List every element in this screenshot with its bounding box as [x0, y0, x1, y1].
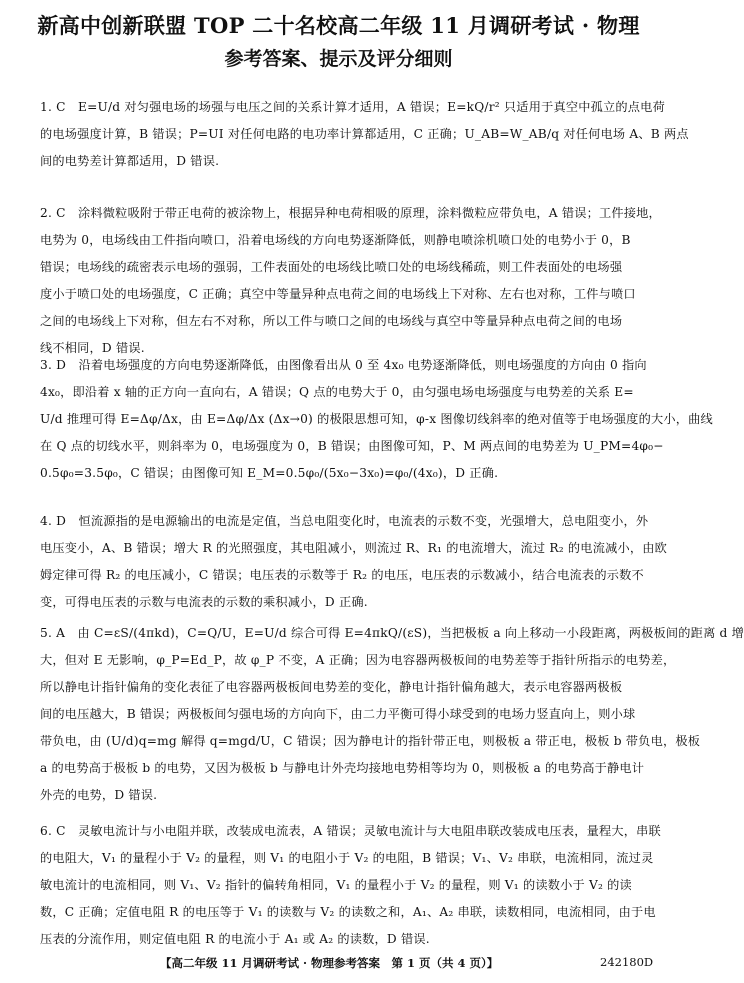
answer-line: 电压变小，A、B 错误；增大 R 的光照强度，其电阻减小，则流过 R、R₁ 的电流增大，流过 R₂ 的电流减小，由欧	[40, 541, 668, 555]
answer-line: 5. A 由 C=εS/(4πkd)，C=Q/U，E=U/d 综合可得 E=4πkQ/(εS)，当把极板 a 向上移动一小段距离，两极板间的距离 d 增	[40, 626, 744, 640]
answer-6	[40, 818, 662, 953]
answer-2	[40, 200, 662, 362]
answer-line: 之间的电场线上下对称，但左右不对称，所以工件与喷口之间的电场线与真空中等量异种点电荷之间的电场	[40, 314, 623, 328]
answer-line: 0.5φ₀=3.5φ₀，C 错误；由图像可知 E_M=0.5φ₀/(5x₀−3x₀)=φ₀/(4x₀)，D 正确.	[40, 466, 499, 480]
answer-4	[40, 508, 668, 616]
answer-line: 间的电压越大，B 错误；两极板间匀强电场的方向向下，由二力平衡可得小球受到的电场力竖直向上，则小球	[40, 707, 636, 721]
answer-line: U/d 推理可得 E=Δφ/Δx，由 E=Δφ/Δx (Δx→0) 的极限思想可知，φ-x 图像切线斜率的绝对值等于电场强度的大小，曲线	[40, 412, 713, 426]
answer-line: 4x₀，即沿着 x 轴的正方向一直向右，A 错误；Q 点的电势大于 0，由匀强电场电场强度与电势差的关系 E=	[40, 385, 634, 399]
answer-line: 带负电，由 (U/d)q=mg 解得 q=mgd/U，C 错误；因为静电计的指针带正电，则极板 a 带正电，极板 b 带负电，极板	[40, 734, 701, 748]
answer-line: 所以静电计指针偏角的变化表征了电容器两极板间电势差的变化，静电计指针偏角越大，表示电容器两极板	[40, 680, 623, 694]
answer-line: 敏电流计的电流相同，则 V₁、V₂ 指针的偏转角相同，V₁ 的量程小于 V₂ 的量程，则 V₁ 的读数小于 V₂ 的读	[40, 878, 632, 892]
answer-line: a 的电势高于极板 b 的电势，又因为极板 b 与静电计外壳均接地电势相等均为 0，则极板 a 的电势高于静电计	[40, 761, 645, 775]
answer-line: 在 Q 点的切线水平，则斜率为 0，电场强度为 0，B 错误；由图像可知，P、M 两点间的电势差为 U_PM=4φ₀−	[40, 439, 664, 453]
answer-line: 电势为 0，电场线由工件指向喷口，沿着电场线的方向电势逐渐降低，则静电喷涂机喷口处的电势小于 0，B	[40, 233, 631, 247]
answer-line: 外壳的电势，D 错误.	[40, 788, 158, 802]
answer-line: 1. C E=U/d 对匀强电场的场强与电压之间的关系计算才适用，A 错误；E=kQ/r² 只适用于真空中孤立的点电荷	[40, 100, 665, 114]
answer-line: 线不相同，D 错误.	[40, 341, 145, 355]
answer-1	[40, 94, 689, 175]
footer-code: 242180D	[600, 955, 654, 969]
answer-line: 压表的分流作用，则定值电阻 R 的电流小于 A₁ 或 A₂ 的读数，D 错误.	[40, 932, 430, 946]
answer-line: 大，但对 E 无影响，φ_P=Ed_P，故 φ_P 不变，A 正确；因为电容器两极板间的电势差等于指针所指示的电势差，	[40, 653, 676, 667]
footer-page-info: 【高二年级 11 月调研考试 · 物理参考答案 第 1 页（共 4 页）】	[160, 956, 499, 970]
answer-3	[40, 352, 713, 487]
answer-line: 2. C 涂料微粒吸附于带正电荷的被涂物上，根据异种电荷相吸的原理，涂料微粒应带负电，A 错误；工件接地，	[40, 206, 661, 220]
page-subtitle: 参考答案、提示及评分细则	[224, 48, 453, 70]
answer-line: 间的电势差计算都适用，D 错误.	[40, 154, 220, 168]
answer-line: 错误；电场线的疏密表示电场的强弱，工件表面处的电场线比喷口处的电场线稀疏，则工件表面处的电场强	[40, 260, 623, 274]
answer-5	[40, 620, 744, 809]
answer-line: 6. C 灵敏电流计与小电阻并联，改装成电流表，A 错误；灵敏电流计与大电阻串联改装成电压表，量程大，串联	[40, 824, 661, 838]
answer-line: 度小于喷口处的电场强度，C 正确；真空中等量异种点电荷之间的电场线上下对称、左右也对称，工件与喷口	[40, 287, 636, 301]
answer-line: 的电场强度计算，B 错误；P=UI 对任何电路的电功率计算都适用，C 正确；U_AB=W_AB/q 对任何电场 A、B 两点	[40, 127, 689, 141]
answer-line: 的电阻大，V₁ 的量程小于 V₂ 的量程，则 V₁ 的电阻小于 V₂ 的电阻，B 错误；V₁、V₂ 串联，电流相同，流过灵	[40, 851, 654, 865]
answer-line: 3. D 沿着电场强度的方向电势逐渐降低，由图像看出从 0 至 4x₀ 电势逐渐降低，则电场强度的方向由 0 指向	[40, 358, 647, 372]
page-title: 新高中创新联盟 TOP 二十名校高二年级 11 月调研考试 · 物理	[37, 13, 640, 38]
answer-line: 姆定律可得 R₂ 的电压减小，C 错误；电压表的示数等于 R₂ 的电压，电压表的示数减小，结合电流表的示数不	[40, 568, 644, 582]
answer-line: 4. D 恒流源指的是电源输出的电流是定值，当总电阻变化时，电流表的示数不变，光强增大，总电阻变小，外	[40, 514, 649, 528]
page-footer	[0, 955, 677, 975]
answer-line: 数，C 正确；定值电阻 R 的电压等于 V₁ 的读数与 V₂ 的读数之和，A₁、A₂ 串联，读数相同，电流相同，由于电	[40, 905, 656, 919]
answer-line: 变，可得电压表的示数与电流表的示数的乘积减小，D 正确.	[40, 595, 368, 609]
